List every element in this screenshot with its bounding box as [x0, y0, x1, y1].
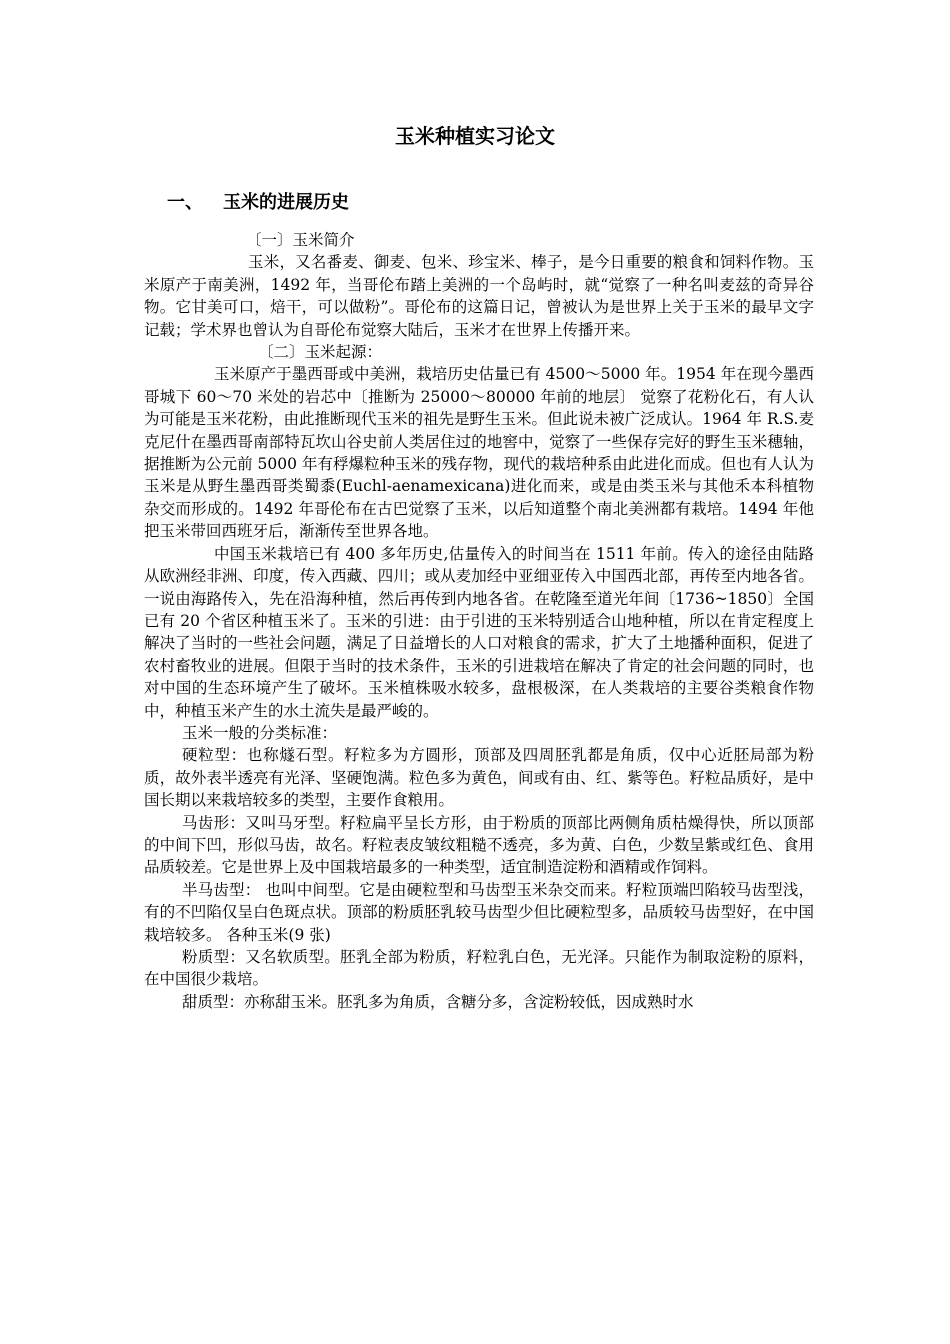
paragraph-floury-type: 粉质型：又名软质型。胚乳全部为粉质，籽粒乳白色，无光泽。只能作为制取淀粉的原料，在中国很少栽培。 [144, 948, 814, 989]
document-title: 玉米种植实习论文 [395, 124, 555, 148]
paragraph-semi-dent-type: 半马齿型： 也叫中间型。它是由硬粒型和马齿型玉米杂交而来。籽粒顶端凹陷较马齿型浅，有的不凹陷仅呈白色斑点状。顶部的粉质胚乳较马齿型少但比硬粒型多，品质较马齿型好，在中国栽培较多。 各种玉米(9 张) [144, 880, 814, 944]
section-title: 玉米的进展历史 [223, 192, 349, 213]
section-heading [167, 190, 349, 216]
paragraph-origin: 玉米原产于墨西哥或中美洲，栽培历史估量已有 4500～5000 年。1954 年在现今墨西哥城下 60～70 米处的岩芯中〔推断为 25000～80000 年前的地层〕 觉察了花粉化石，有人认为可能是玉米花粉，由此推断现代玉米的祖先是野生玉米。但此说未被广泛成认。1964 年 R.S.麦克尼什在墨西哥南部特瓦坎山谷史前人类居住过的地窖中，觉察了一些保存完好的野生玉米穗轴，据推断为公元前 5000 年有稃爆粒种玉米的残存物，现代的栽培种系由此进化而成。但也有人认为玉米是从野生墨西哥类蜀黍(Euchl-aenamexicana)进化而来，或是由类玉米与其他禾本科植物杂交而形成的。1492 年哥伦布在古巴觉察了玉米，以后知道整个南北美洲都有栽培。1494 年他把玉米带回西班牙后，渐渐传至世界各地。 [144, 365, 814, 541]
paragraph-sweet-type: 甜质型：亦称甜玉米。胚乳多为角质，含糖分多，含淀粉较低，因成熟时水 [182, 992, 694, 1011]
paragraph-dent-type: 马齿形：又叫马牙型。籽粒扁平呈长方形，由于粉质的顶部比两侧角质枯燥得快，所以顶部的中间下凹，形似马齿，故名。籽粒表皮皱纹粗糙不透亮，多为黄、白色，少数呈紫或红色、食用品质较差。它是世界上及中国栽培最多的一种类型，适宜制造淀粉和酒精或作饲料。 [144, 813, 814, 877]
document-body [144, 229, 814, 1013]
paragraph-flint-type: 硬粒型：也称燧石型。籽粒多为方圆形，顶部及四周胚乳都是角质，仅中心近胚局部为粉质，故外表半透亮有光泽、坚硬饱满。粒色多为黄色，间或有由、红、紫等色。籽粒品质好，是中国长期以来栽培较多的类型，主要作食粮用。 [144, 746, 814, 810]
subsection-heading-origin: 〔二〕玉米起源： [258, 343, 383, 362]
subsection-heading-intro: 〔一〕玉米简介 [246, 231, 355, 249]
paragraph-china: 中国玉米栽培已有 400 多年历史,估量传入的时间当在 1511 年前。传入的途径由陆路从欧洲经非洲、印度，传入西藏、四川；或从麦加经中亚细亚传入中国西北部，再传至内地各省。一说由海路传入，先在沿海种植，然后再传到内地各省。在乾隆至道光年间〔1736~1850〕全国已有 20 个省区种植玉米了。玉米的引进：由于引进的玉米特别适合山地种植，所以在肯定程度上解决了当时的一些社会问题，满足了日益增长的人口对粮食的需求，扩大了土地播种面积，促进了农村畜牧业的进展。但限于当时的技术条件，玉米的引进栽培在解决了肯定的社会问题的同时，也对中国的生态环境产生了破坏。玉米植株吸水较多，盘根极深，在人类栽培的主要谷类粮食作物中，种植玉米产生的水土流失是最严峻的。 [144, 544, 814, 720]
paragraph-classification-intro: 玉米一般的分类标准： [182, 723, 338, 742]
paragraph-intro: 玉米，又名番麦、御麦、包米、珍宝米、棒子，是今日重要的粮食和饲料作物。玉米原产于南美洲，1492 年，当哥伦布踏上美洲的一个岛屿时，就“觉察了一种名叫麦兹的奇异谷物。它甘美可口，焙干，可以做粉”。哥伦布的这篇日记，曾被认为是世界上关于玉米的最早文字记载；学术界也曾认为自哥伦布觉察大陆后，玉米才在世界上传播开来。 [144, 253, 814, 339]
section-number: 一、 [167, 192, 203, 213]
